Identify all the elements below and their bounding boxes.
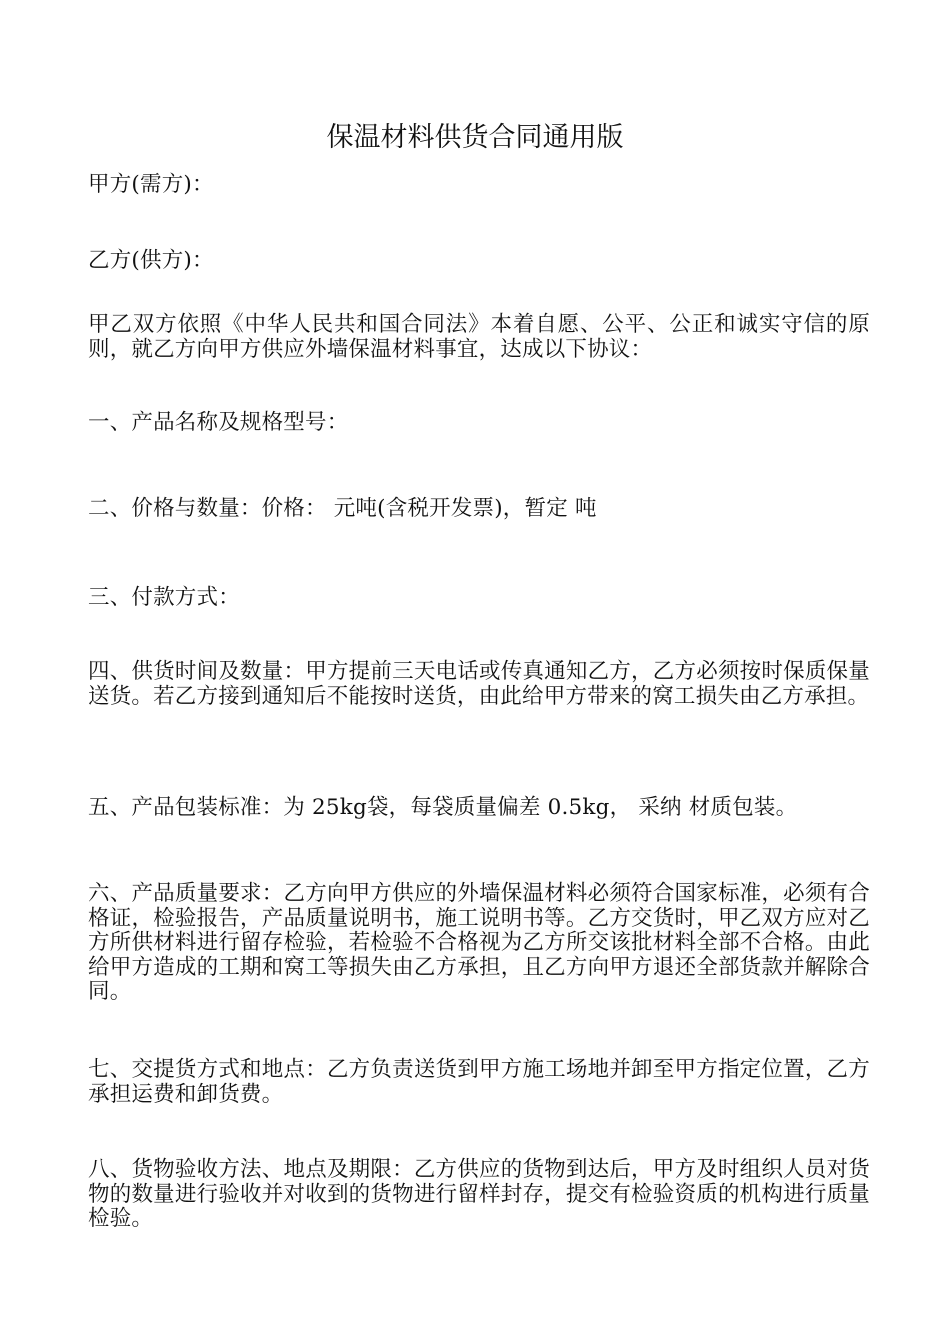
clause-4-delivery-time: 四、供货时间及数量：甲方提前三天电话或传真通知乙方，乙方必须按时保质保量送货。若乙方接到通知后不能按时送货，由此给甲方带来的窝工损失由乙方承担。 xyxy=(88,659,870,709)
clause-5-packaging: 五、产品包装标准：为 25kg袋，每袋质量偏差 0.5kg， 采纳 材质包装。 xyxy=(88,795,798,820)
clause-7-delivery-method: 七、交提货方式和地点：乙方负责送货到甲方施工场地并卸至甲方指定位置，乙方承担运费和卸货费。 xyxy=(88,1057,870,1107)
clause-6-quality: 六、产品质量要求：乙方向甲方供应的外墙保温材料必须符合国家标准，必须有合格证，检验报告，产品质量说明书，施工说明书等。乙方交货时，甲乙双方应对乙方所供材料进行留存检验，若检验不合格视为乙方所交该批材料全部不合格。由此给甲方造成的工期和窝工等损失由乙方承担，且乙方向甲方退还全部货款并解除合同。 xyxy=(88,881,870,1004)
preamble-paragraph: 甲乙双方依照《中华人民共和国合同法》本着自愿、公平、公正和诚实守信的原则，就乙方向甲方供应外墙保温材料事宜，达成以下协议： xyxy=(88,312,870,362)
clause-8-acceptance: 八、货物验收方法、地点及期限：乙方供应的货物到达后，甲方及时组织人员对货物的数量进行验收并对收到的货物进行留样封存，提交有检验资质的机构进行质量检验。 xyxy=(88,1157,870,1231)
party-b-line: 乙方(供方)： xyxy=(88,248,214,273)
clause-3-payment: 三、付款方式： xyxy=(88,585,240,610)
party-a-line: 甲方(需方)： xyxy=(88,172,214,197)
document-title: 保温材料供货合同通用版 xyxy=(326,122,624,153)
clause-2-price-quantity: 二、价格与数量：价格： 元吨(含税开发票)，暂定 吨 xyxy=(88,496,597,521)
clause-1-product-name: 一、产品名称及规格型号： xyxy=(88,410,349,435)
